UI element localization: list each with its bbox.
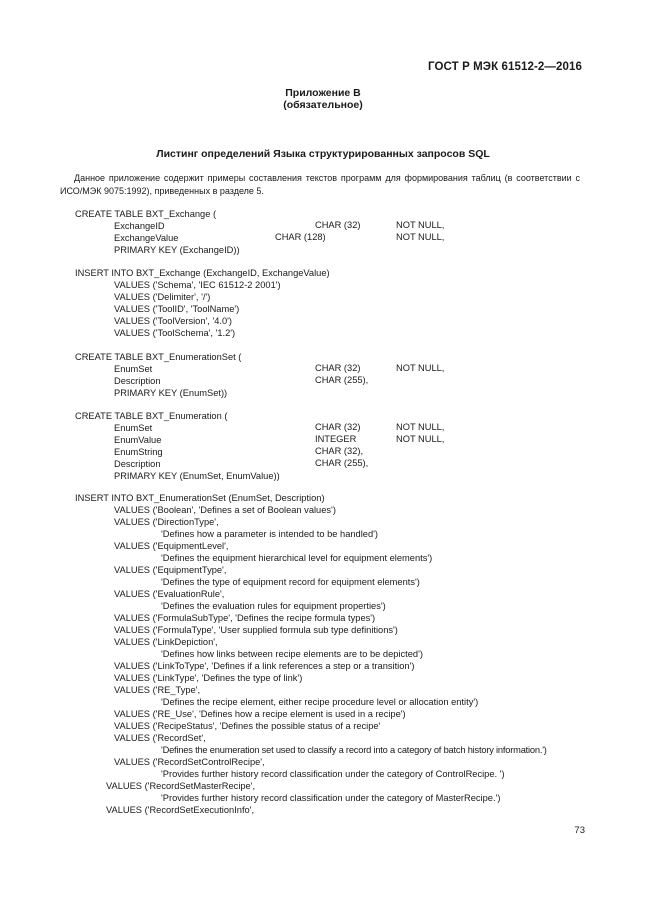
- code-line: 'Defines how links between recipe elements are to be depicted'): [161, 649, 423, 659]
- code-line: VALUES ('ToolVersion', '4.0'): [114, 316, 233, 326]
- listing-title: Листинг определений Языка структурированных запросов SQL: [156, 148, 490, 160]
- code-line: EnumString: [114, 447, 163, 457]
- code-line: VALUES ('LinkDepiction',: [114, 637, 218, 647]
- standard-code: ГОСТ Р МЭК 61512-2—2016: [428, 61, 582, 73]
- code-line: VALUES ('FormulaType', 'User supplied formula sub type definitions'): [114, 625, 398, 635]
- code-line: PRIMARY KEY (ExchangeID)): [114, 245, 240, 255]
- column-constraint: NOT NULL,: [396, 422, 445, 432]
- code-line: EnumValue: [114, 435, 162, 445]
- code-line: 'Defines the recipe element, either recipe procedure level or allocation entity'): [161, 697, 479, 707]
- code-line: 'Provides further history record classification under the category of MasterRecipe.'): [161, 793, 501, 803]
- code-line: VALUES ('RecordSetMasterRecipe',: [106, 781, 256, 791]
- code-line: VALUES ('FormulaSubType', 'Defines the recipe formula types'): [114, 613, 376, 623]
- code-line: PRIMARY KEY (EnumSet, EnumValue)): [114, 471, 280, 481]
- code-line: EnumSet: [114, 423, 153, 433]
- code-line: CREATE TABLE BXT_Enumeration (: [75, 411, 228, 421]
- appendix-label: Приложение В: [285, 87, 361, 99]
- code-line: VALUES ('EvaluationRule',: [114, 589, 225, 599]
- column-type: CHAR (32): [315, 422, 361, 432]
- column-constraint: NOT NULL,: [396, 434, 445, 444]
- code-line: Description: [114, 459, 161, 469]
- column-type: CHAR (32): [315, 363, 361, 373]
- code-line: ExchangeID: [114, 221, 165, 231]
- code-line: INSERT INTO BXT_EnumerationSet (EnumSet, Description): [75, 493, 325, 503]
- code-line: VALUES ('Delimiter', '/'): [114, 292, 211, 302]
- code-line: EnumSet: [114, 364, 153, 374]
- code-line: CREATE TABLE BXT_Exchange (: [75, 209, 217, 219]
- code-line: VALUES ('LinkToType', 'Defines if a link references a step or a transition'): [114, 661, 415, 671]
- column-type: CHAR (32): [315, 220, 361, 230]
- appendix-status: (обязательное): [283, 99, 363, 111]
- code-line: VALUES ('ToolID', 'ToolName'): [114, 304, 240, 314]
- code-line: VALUES ('RecipeStatus', 'Defines the possible status of a recipe': [114, 721, 381, 731]
- column-type: CHAR (128): [275, 232, 326, 242]
- code-line: PRIMARY KEY (EnumSet)): [114, 388, 228, 398]
- code-line: ExchangeValue: [114, 233, 179, 243]
- code-line: CREATE TABLE BXT_EnumerationSet (: [75, 352, 242, 362]
- code-line: INSERT INTO BXT_Exchange (ExchangeID, ExchangeValue): [75, 268, 330, 278]
- code-line: VALUES ('DirectionType',: [114, 517, 219, 527]
- column-type: CHAR (32),: [315, 446, 364, 456]
- column-constraint: NOT NULL,: [396, 220, 445, 230]
- code-line: VALUES ('LinkType', 'Defines the type of link'): [114, 673, 303, 683]
- code-line: VALUES ('Boolean', 'Defines a set of Boolean values'): [114, 505, 336, 515]
- code-line: VALUES ('RecordSet',: [114, 733, 206, 743]
- appendix-heading: [0, 87, 646, 111]
- code-line: VALUES ('Schema', 'IEC 61512-2 2001'): [114, 280, 281, 290]
- code-line: VALUES ('EquipmentType',: [114, 565, 227, 575]
- code-line: Description: [114, 376, 161, 386]
- column-type: CHAR (255),: [315, 375, 369, 385]
- page-number: 73: [574, 825, 585, 836]
- code-line: 'Defines the evaluation rules for equipment properties'): [161, 601, 386, 611]
- code-line: VALUES ('RE_Use', 'Defines how a recipe element is used in a recipe'): [114, 709, 406, 719]
- code-line: 'Defines the enumeration set used to classify a record into a category of batch history information.'): [161, 745, 547, 755]
- code-line: 'Provides further history record classification under the category of ControlRecipe. '): [161, 769, 505, 779]
- column-type: CHAR (255),: [315, 458, 369, 468]
- column-constraint: NOT NULL,: [396, 232, 445, 242]
- intro-paragraph: Данное приложение содержит примеры составления текстов программ для формирования таблиц (в соответствии с ИСО/МЭК 9075:1992), приведенных в разделе 5.: [60, 173, 580, 196]
- code-line: VALUES ('RecordSetExecutionInfo',: [106, 805, 255, 815]
- column-constraint: NOT NULL,: [396, 363, 445, 373]
- code-line: VALUES ('ToolSchema', '1.2'): [114, 328, 236, 338]
- column-type: INTEGER: [315, 434, 357, 444]
- code-line: 'Defines how a parameter is intended to be handled'): [161, 529, 378, 539]
- code-line: 'Defines the equipment hierarchical level for equipment elements'): [161, 553, 433, 563]
- code-line: VALUES ('EquipmentLevel',: [114, 541, 229, 551]
- code-line: VALUES ('RE_Type',: [114, 685, 201, 695]
- code-line: VALUES ('RecordSetControlRecipe',: [114, 757, 265, 767]
- code-line: 'Defines the type of equipment record for equipment elements'): [161, 577, 420, 587]
